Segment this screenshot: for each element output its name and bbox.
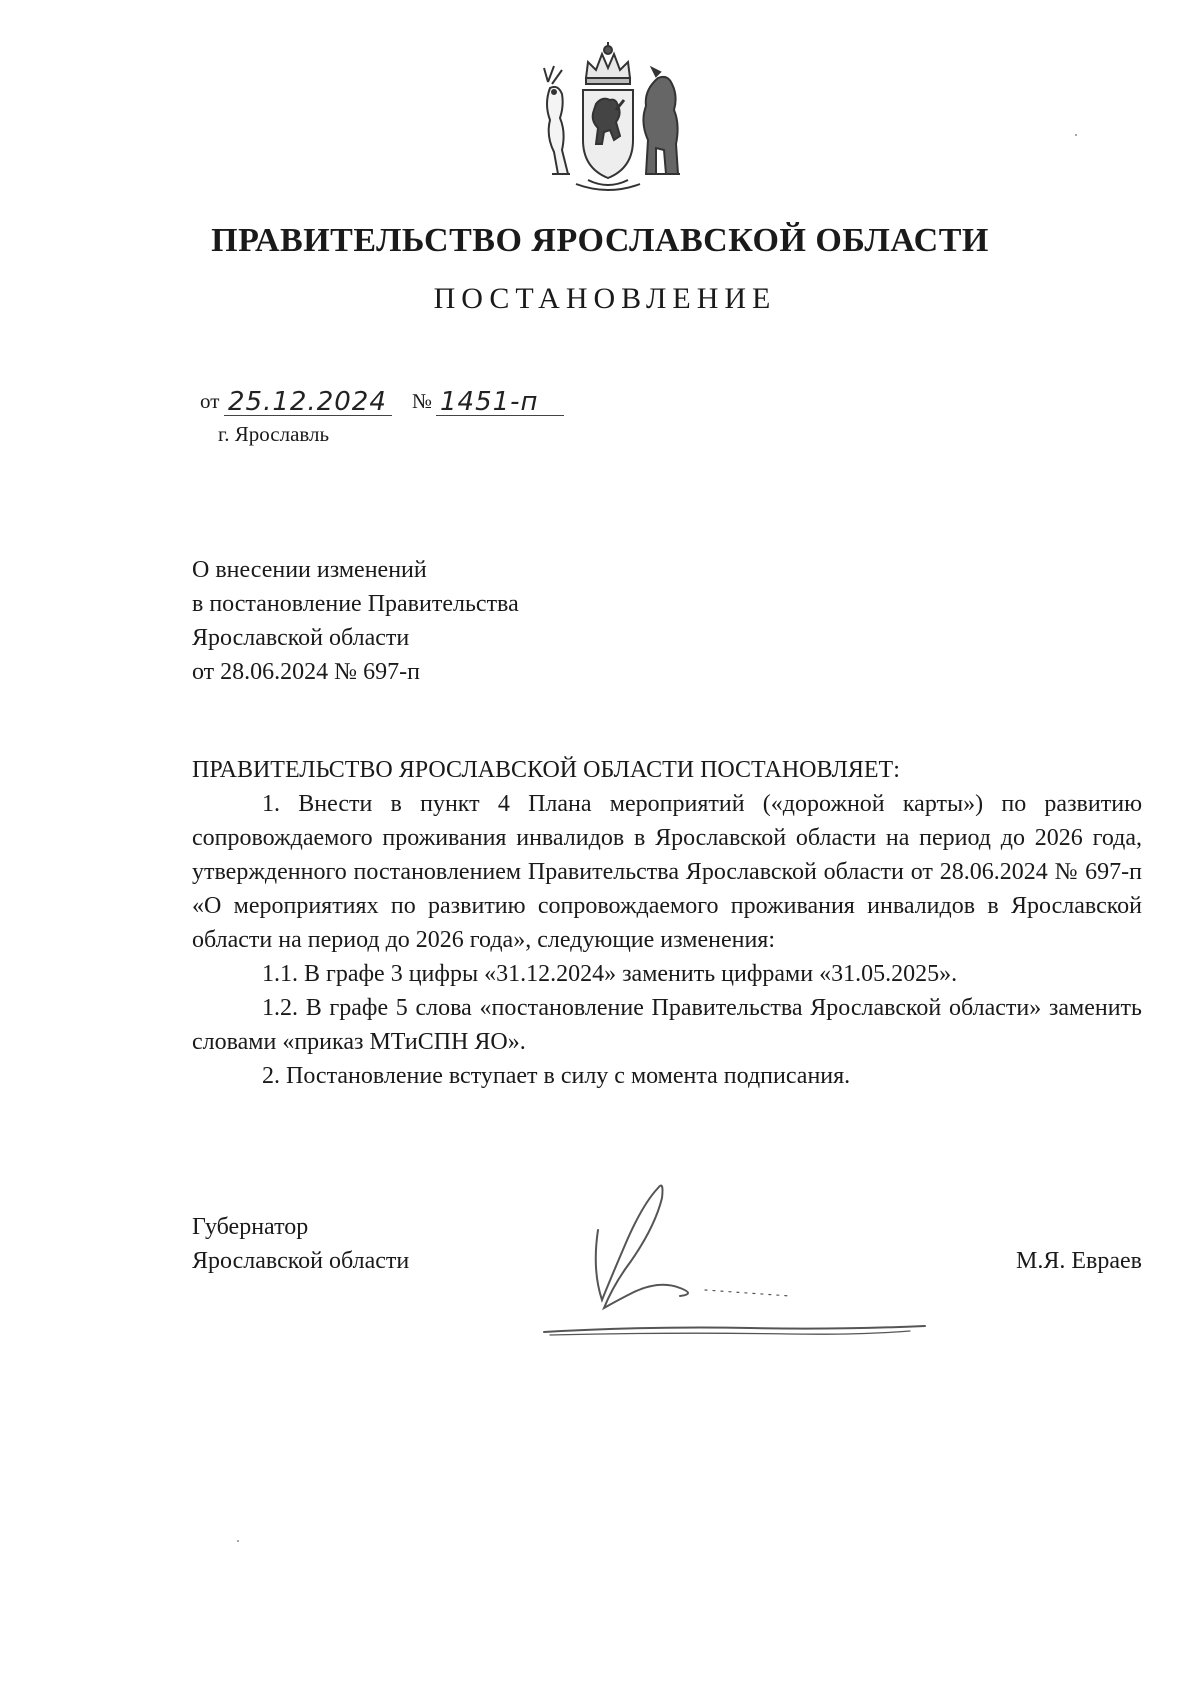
scan-speck [237, 1540, 239, 1542]
paragraph-1-1: 1.1. В графе 3 цифры «31.12.2024» заменить цифрами «31.05.2025». [262, 961, 958, 987]
paragraph-1-2: 1.2. В графе 5 слова «постановление Правительства Ярославской области» заменить словами «приказ МТиСПН ЯО». [192, 995, 1142, 1055]
subject-line: Ярославской области [192, 625, 410, 651]
government-title: ПРАВИТЕЛЬСТВО ЯРОСЛАВСКОЙ ОБЛАСТИ [211, 222, 989, 259]
resolution-heading: ПРАВИТЕЛЬСТВО ЯРОСЛАВСКОЙ ОБЛАСТИ ПОСТАНОВЛЯЕТ: [192, 757, 900, 783]
number-prefix: № [412, 389, 433, 413]
date-prefix: от [200, 389, 220, 413]
signature-block [192, 1210, 1142, 1278]
handwritten-number: 1451-п [436, 389, 564, 416]
handwritten-date: 25.12.2024 [224, 389, 392, 416]
subject-line: от 28.06.2024 № 697-п [192, 659, 420, 685]
signatory-name: М.Я. Евраев [1016, 1248, 1142, 1274]
document-subject [192, 553, 519, 689]
document-type: ПОСТАНОВЛЕНИЕ [433, 282, 777, 315]
coat-of-arms-emblem [528, 40, 688, 198]
subject-line: О внесении изменений [192, 557, 427, 583]
signatory-position-region: Ярославской области [192, 1248, 410, 1274]
paragraph-2: 2. Постановление вступает в силу с момента подписания. [262, 1063, 851, 1089]
resolution-body [192, 753, 1142, 1093]
paragraph-1: 1. Внести в пункт 4 Плана мероприятий («дорожной карты») по развитию сопровождаемого проживания инвалидов в Ярославской области на период до 2026 года, утвержденного постановлением Правительства Ярославской области от 28.06.2024 № 697-п «О мероприятиях по развитию сопровождаемого проживания инвалидов в Ярославской области на период до 2026 года», следующие изменения: [192, 791, 1142, 953]
signatory-position: Губернатор [192, 1214, 309, 1240]
subject-line: в постановление Правительства [192, 591, 519, 617]
scan-speck [1075, 134, 1077, 136]
registration-line [200, 388, 620, 420]
city-label: г. Ярославль [218, 422, 330, 446]
